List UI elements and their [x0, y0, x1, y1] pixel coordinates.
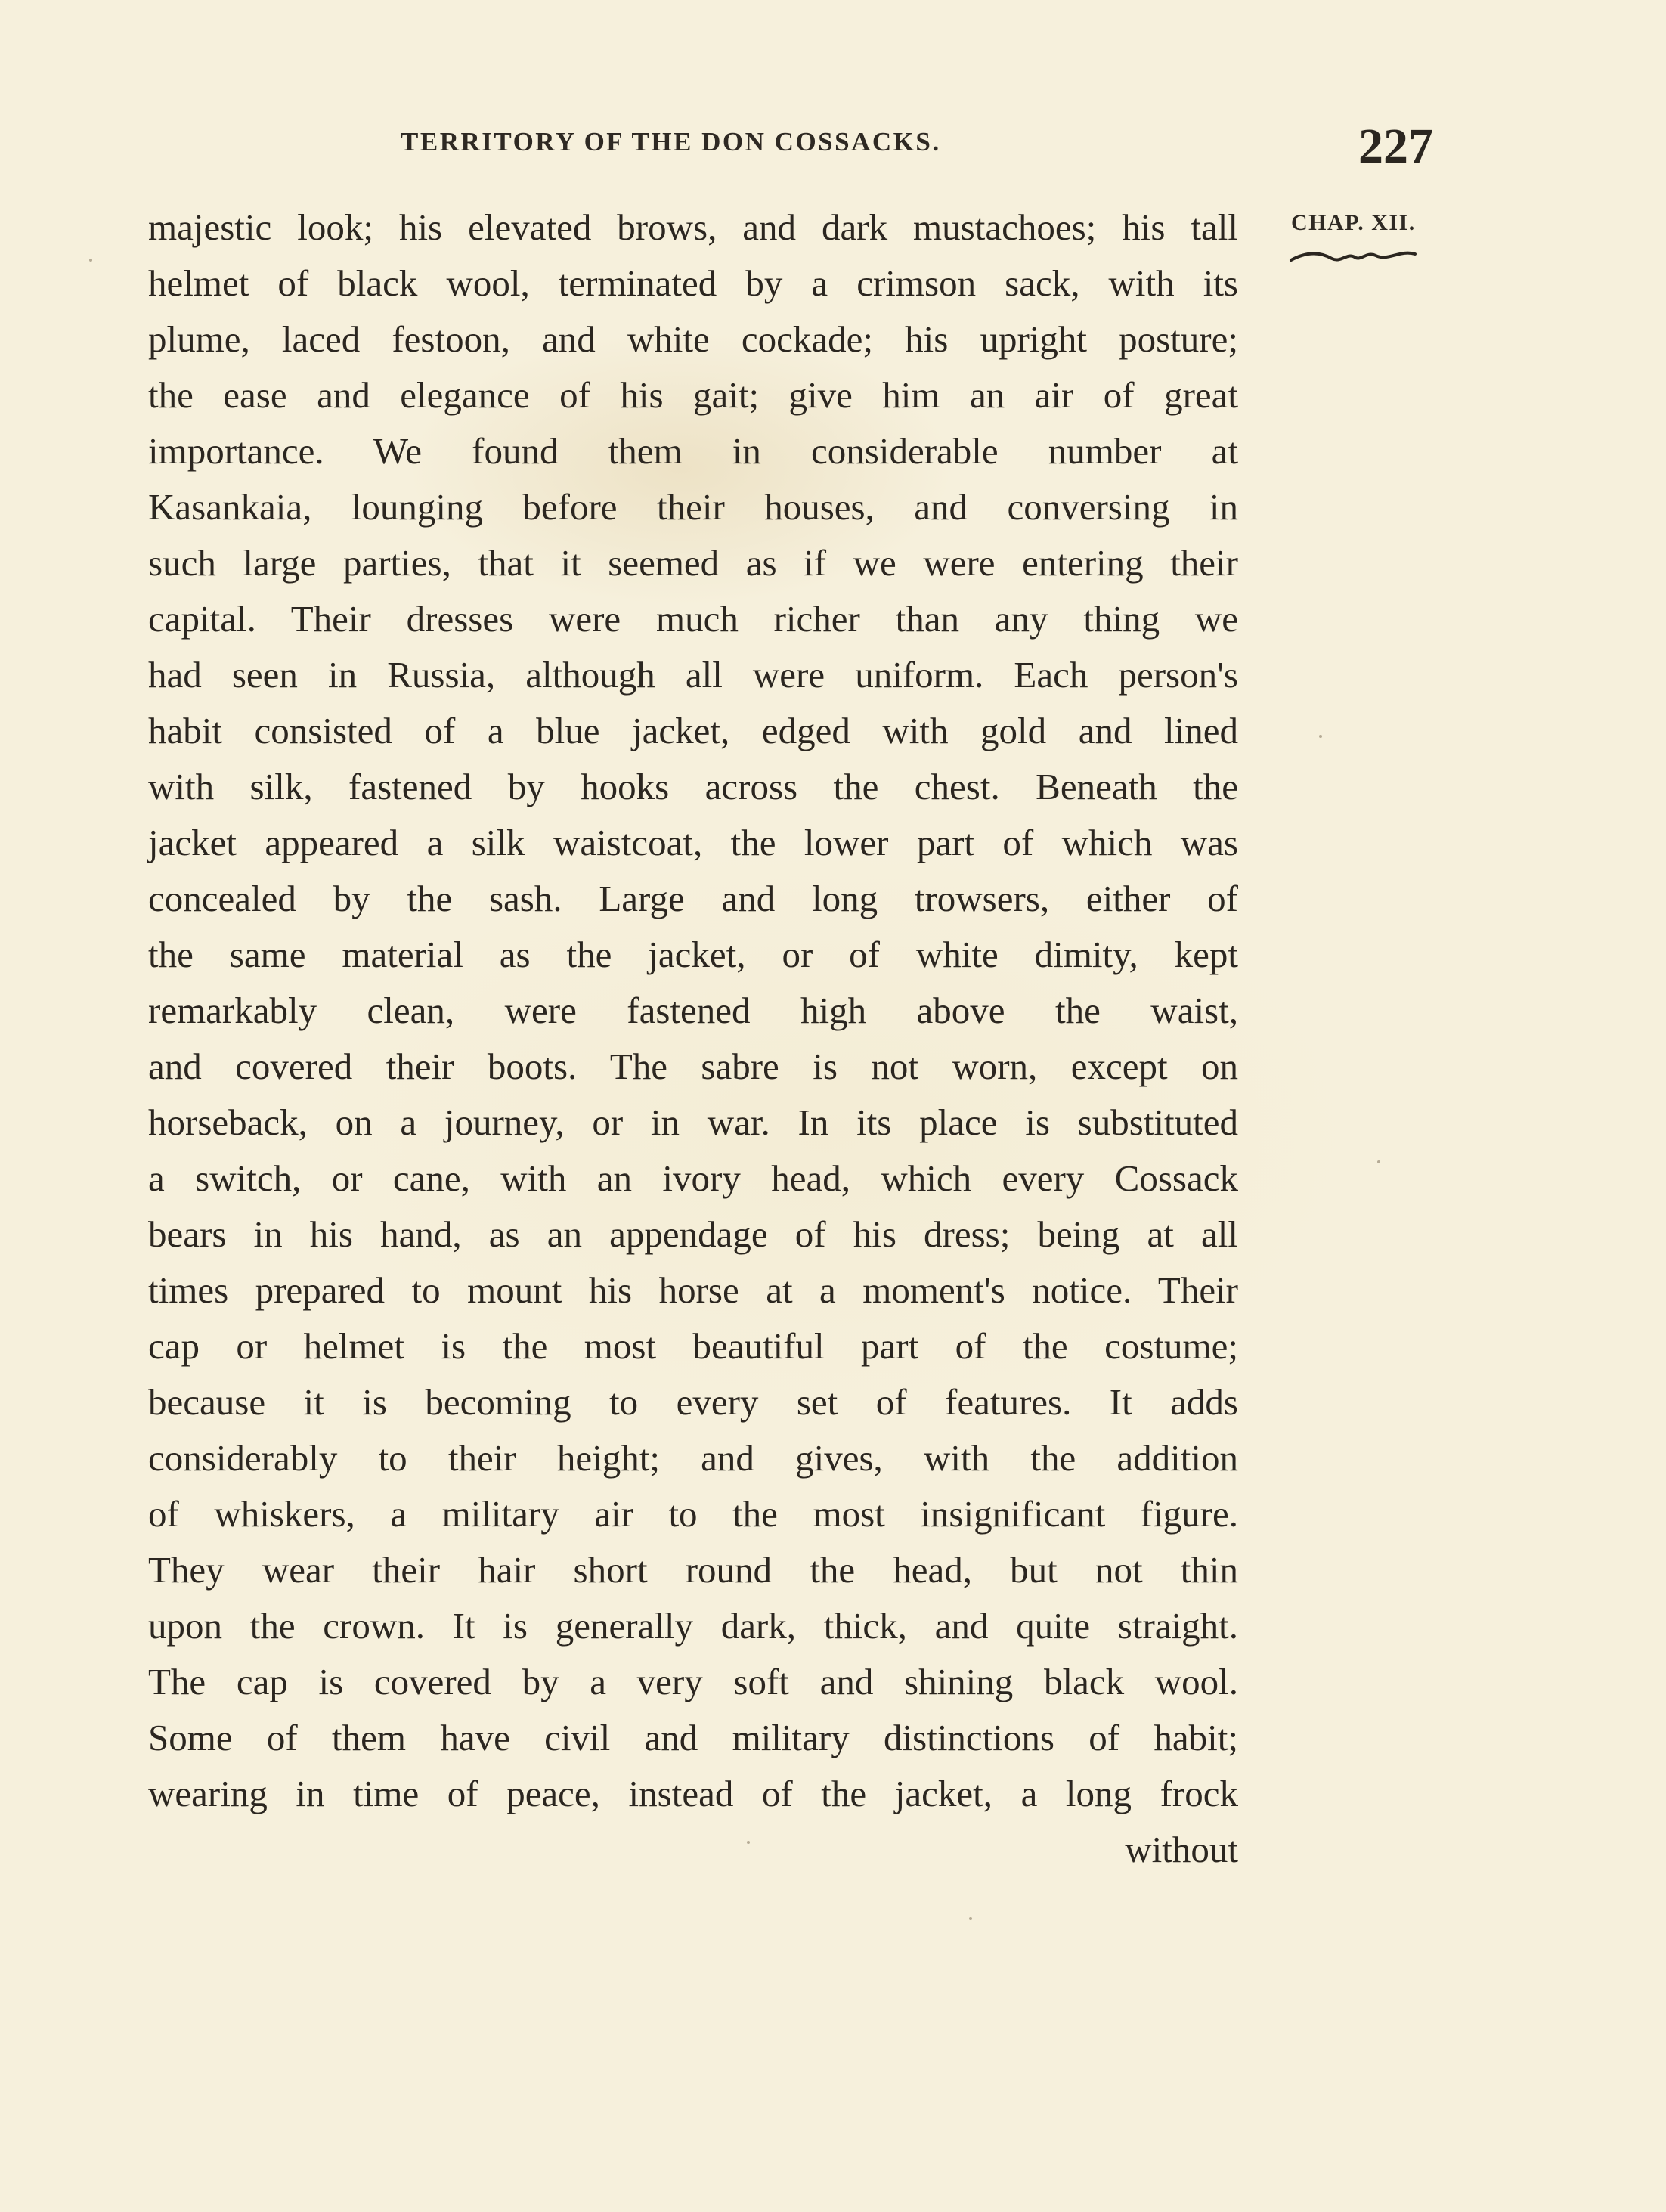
text-line: Kasankaia, lounging before their houses, and conversing in	[148, 486, 1238, 528]
text-line: majestic look; his elevated brows, and dark mustachoes; his tall	[148, 206, 1238, 248]
text-line: capital. Their dresses were much richer than any thing we	[148, 598, 1238, 640]
text-line: The cap is covered by a very soft and shining black wool.	[148, 1661, 1238, 1702]
page-number: 227	[1358, 119, 1433, 174]
text-line: remarkably clean, were fastened high above the waist,	[148, 990, 1238, 1031]
paper-speck	[969, 1917, 972, 1920]
text-line: concealed by the sash. Large and long trowsers, either of	[148, 878, 1238, 919]
text-line: jacket appeared a silk waistcoat, the lower part of which was	[148, 822, 1238, 863]
text-line: wearing in time of peace, instead of the jacket, a long frock	[148, 1773, 1238, 1814]
catchword: without	[1125, 1829, 1238, 1870]
text-line: Some of them have civil and military distinctions of habit;	[148, 1717, 1238, 1758]
text-line: with silk, fastened by hooks across the chest. Beneath the	[148, 766, 1238, 807]
text-line: importance. We found them in considerable number at	[148, 430, 1238, 472]
text-line: habit consisted of a blue jacket, edged with gold and lined	[148, 710, 1238, 751]
text-line: and covered their boots. The sabre is not worn, except on	[148, 1046, 1238, 1087]
text-line: cap or helmet is the most beautiful part of the costume;	[148, 1325, 1238, 1367]
text-line: times prepared to mount his horse at a moment's notice. Their	[148, 1269, 1238, 1311]
text-line: a switch, or cane, with an ivory head, which every Cossack	[148, 1157, 1238, 1199]
text-line: such large parties, that it seemed as if we were entering their	[148, 542, 1238, 584]
paper-speck	[747, 1841, 750, 1844]
chapter-margin-note: CHAP. XII.	[1291, 210, 1416, 235]
text-line: horseback, on a journey, or in war. In its place is substituted	[148, 1101, 1238, 1143]
running-head: TERRITORY OF THE DON COSSACKS.	[401, 127, 941, 156]
body-text	[148, 200, 1238, 1878]
paper-speck	[89, 259, 92, 262]
text-line: bears in his hand, as an appendage of his dress; being at all	[148, 1213, 1238, 1255]
text-line: the same material as the jacket, or of white dimity, kept	[148, 934, 1238, 975]
text-line: the ease and elegance of his gait; give him an air of great	[148, 374, 1238, 416]
text-line: considerably to their height; and gives, with the addition	[148, 1437, 1238, 1479]
text-line: helmet of black wool, terminated by a crimson sack, with its	[148, 262, 1238, 304]
flourish-icon	[1285, 242, 1421, 272]
text-line: had seen in Russia, although all were uniform. Each person's	[148, 654, 1238, 696]
paper-speck	[1377, 1160, 1380, 1163]
paper-speck	[1319, 735, 1322, 738]
text-line: because it is becoming to every set of features. It adds	[148, 1381, 1238, 1423]
text-line: They wear their hair short round the head, but not thin	[148, 1549, 1238, 1591]
text-line: plume, laced festoon, and white cockade; his upright posture;	[148, 318, 1238, 360]
text-line: of whiskers, a military air to the most insignificant figure.	[148, 1493, 1238, 1535]
text-line: upon the crown. It is generally dark, thick, and quite straight.	[148, 1605, 1238, 1647]
